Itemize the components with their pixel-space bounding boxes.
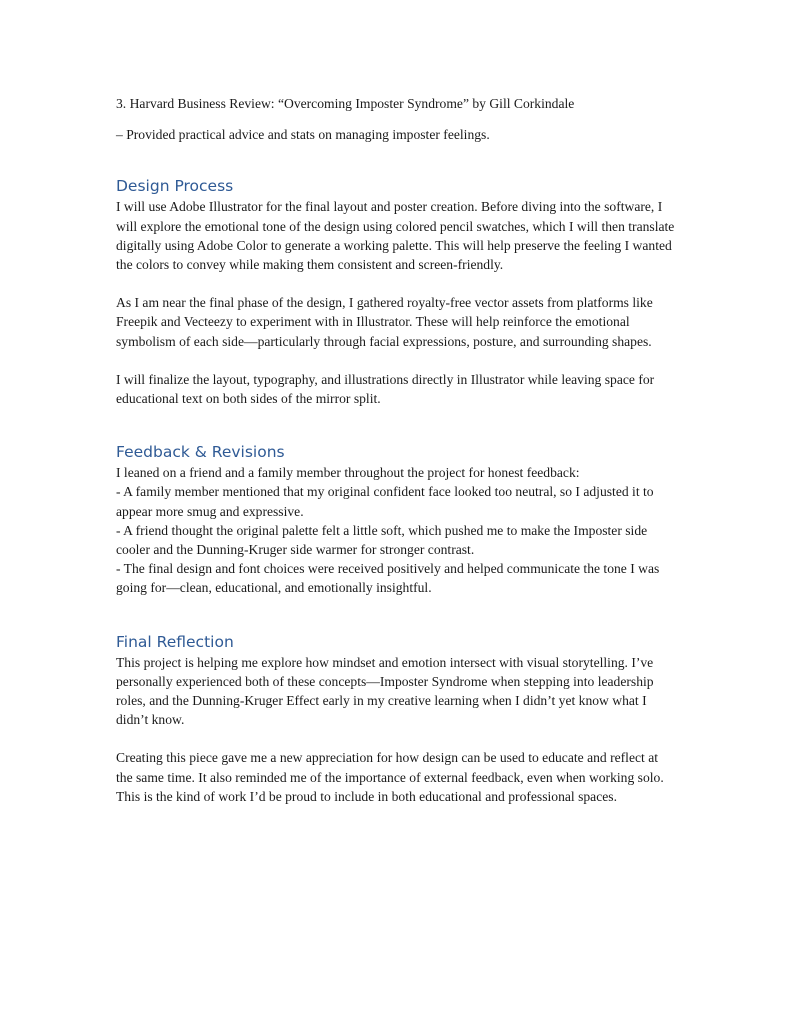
heading-final-reflection: Final Reflection (116, 632, 234, 651)
heading-feedback-revisions: Feedback & Revisions (116, 443, 285, 462)
heading-design-process: Design Process (116, 177, 234, 196)
final-reflection-paragraph-1: This project is helping me explore how mindset and emotion intersect with visual storytelling. I’ve personally experienced both of these concepts—Imposter Syndrome when stepping into leadership roles, and the Dunning-Kruger Effect early in my creative learning when I didn’t yet know what I didn’t know. (116, 654, 654, 728)
feedback-intro: I leaned on a friend and a family member throughout the project for honest feedback: (116, 465, 580, 481)
feedback-item: - The final design and font choices were received positively and helped communicate the tone I was going for—clean, educational, and emotionally insightful. (116, 561, 660, 596)
final-reflection-paragraph-2: Creating this piece gave me a new appreciation for how design can be used to educate and reflect at the same time. It also reminded me of the importance of external feedback, even when working solo. This is the kind of work I’d be proud to include in both educational and professional spaces. (116, 750, 664, 804)
design-process-paragraph-3: I will finalize the layout, typography, and illustrations directly in Illustrator while leaving space for educational text on both sides of the mirror split. (116, 371, 655, 407)
design-process-paragraph-2: As I am near the final phase of the design, I gathered royalty-free vector assets from platforms like Freepik and Vecteezy to experiment with in Illustrator. These will help reinforce the emotional symbolism of each side—particularly through facial expressions, posture, and surrounding shapes. (116, 295, 653, 349)
feedback-item: - A family member mentioned that my original confident face looked too neutral, so I adjusted it to appear more smug and expressive. (116, 484, 654, 519)
reference-title: 3. Harvard Business Review: “Overcoming Imposter Syndrome” by Gill Corkindale (116, 96, 575, 111)
reference-note: – Provided practical advice and stats on managing imposter feelings. (116, 127, 490, 143)
document-page (116, 92, 678, 806)
feedback-item: - A friend thought the original palette felt a little soft, which pushed me to make the Imposter side cooler and the Dunning-Kruger side warmer for stronger contrast. (116, 522, 648, 558)
design-process-paragraph-1: I will use Adobe Illustrator for the final layout and poster creation. Before diving into the software, I will explore the emotional tone of the design using colored pencil swatches, which I will then translate digitally using Adobe Color to generate a working palette. This will help preserve the feeling I wanted the colors to convey while making them consistent and screen-friendly. (116, 199, 675, 273)
